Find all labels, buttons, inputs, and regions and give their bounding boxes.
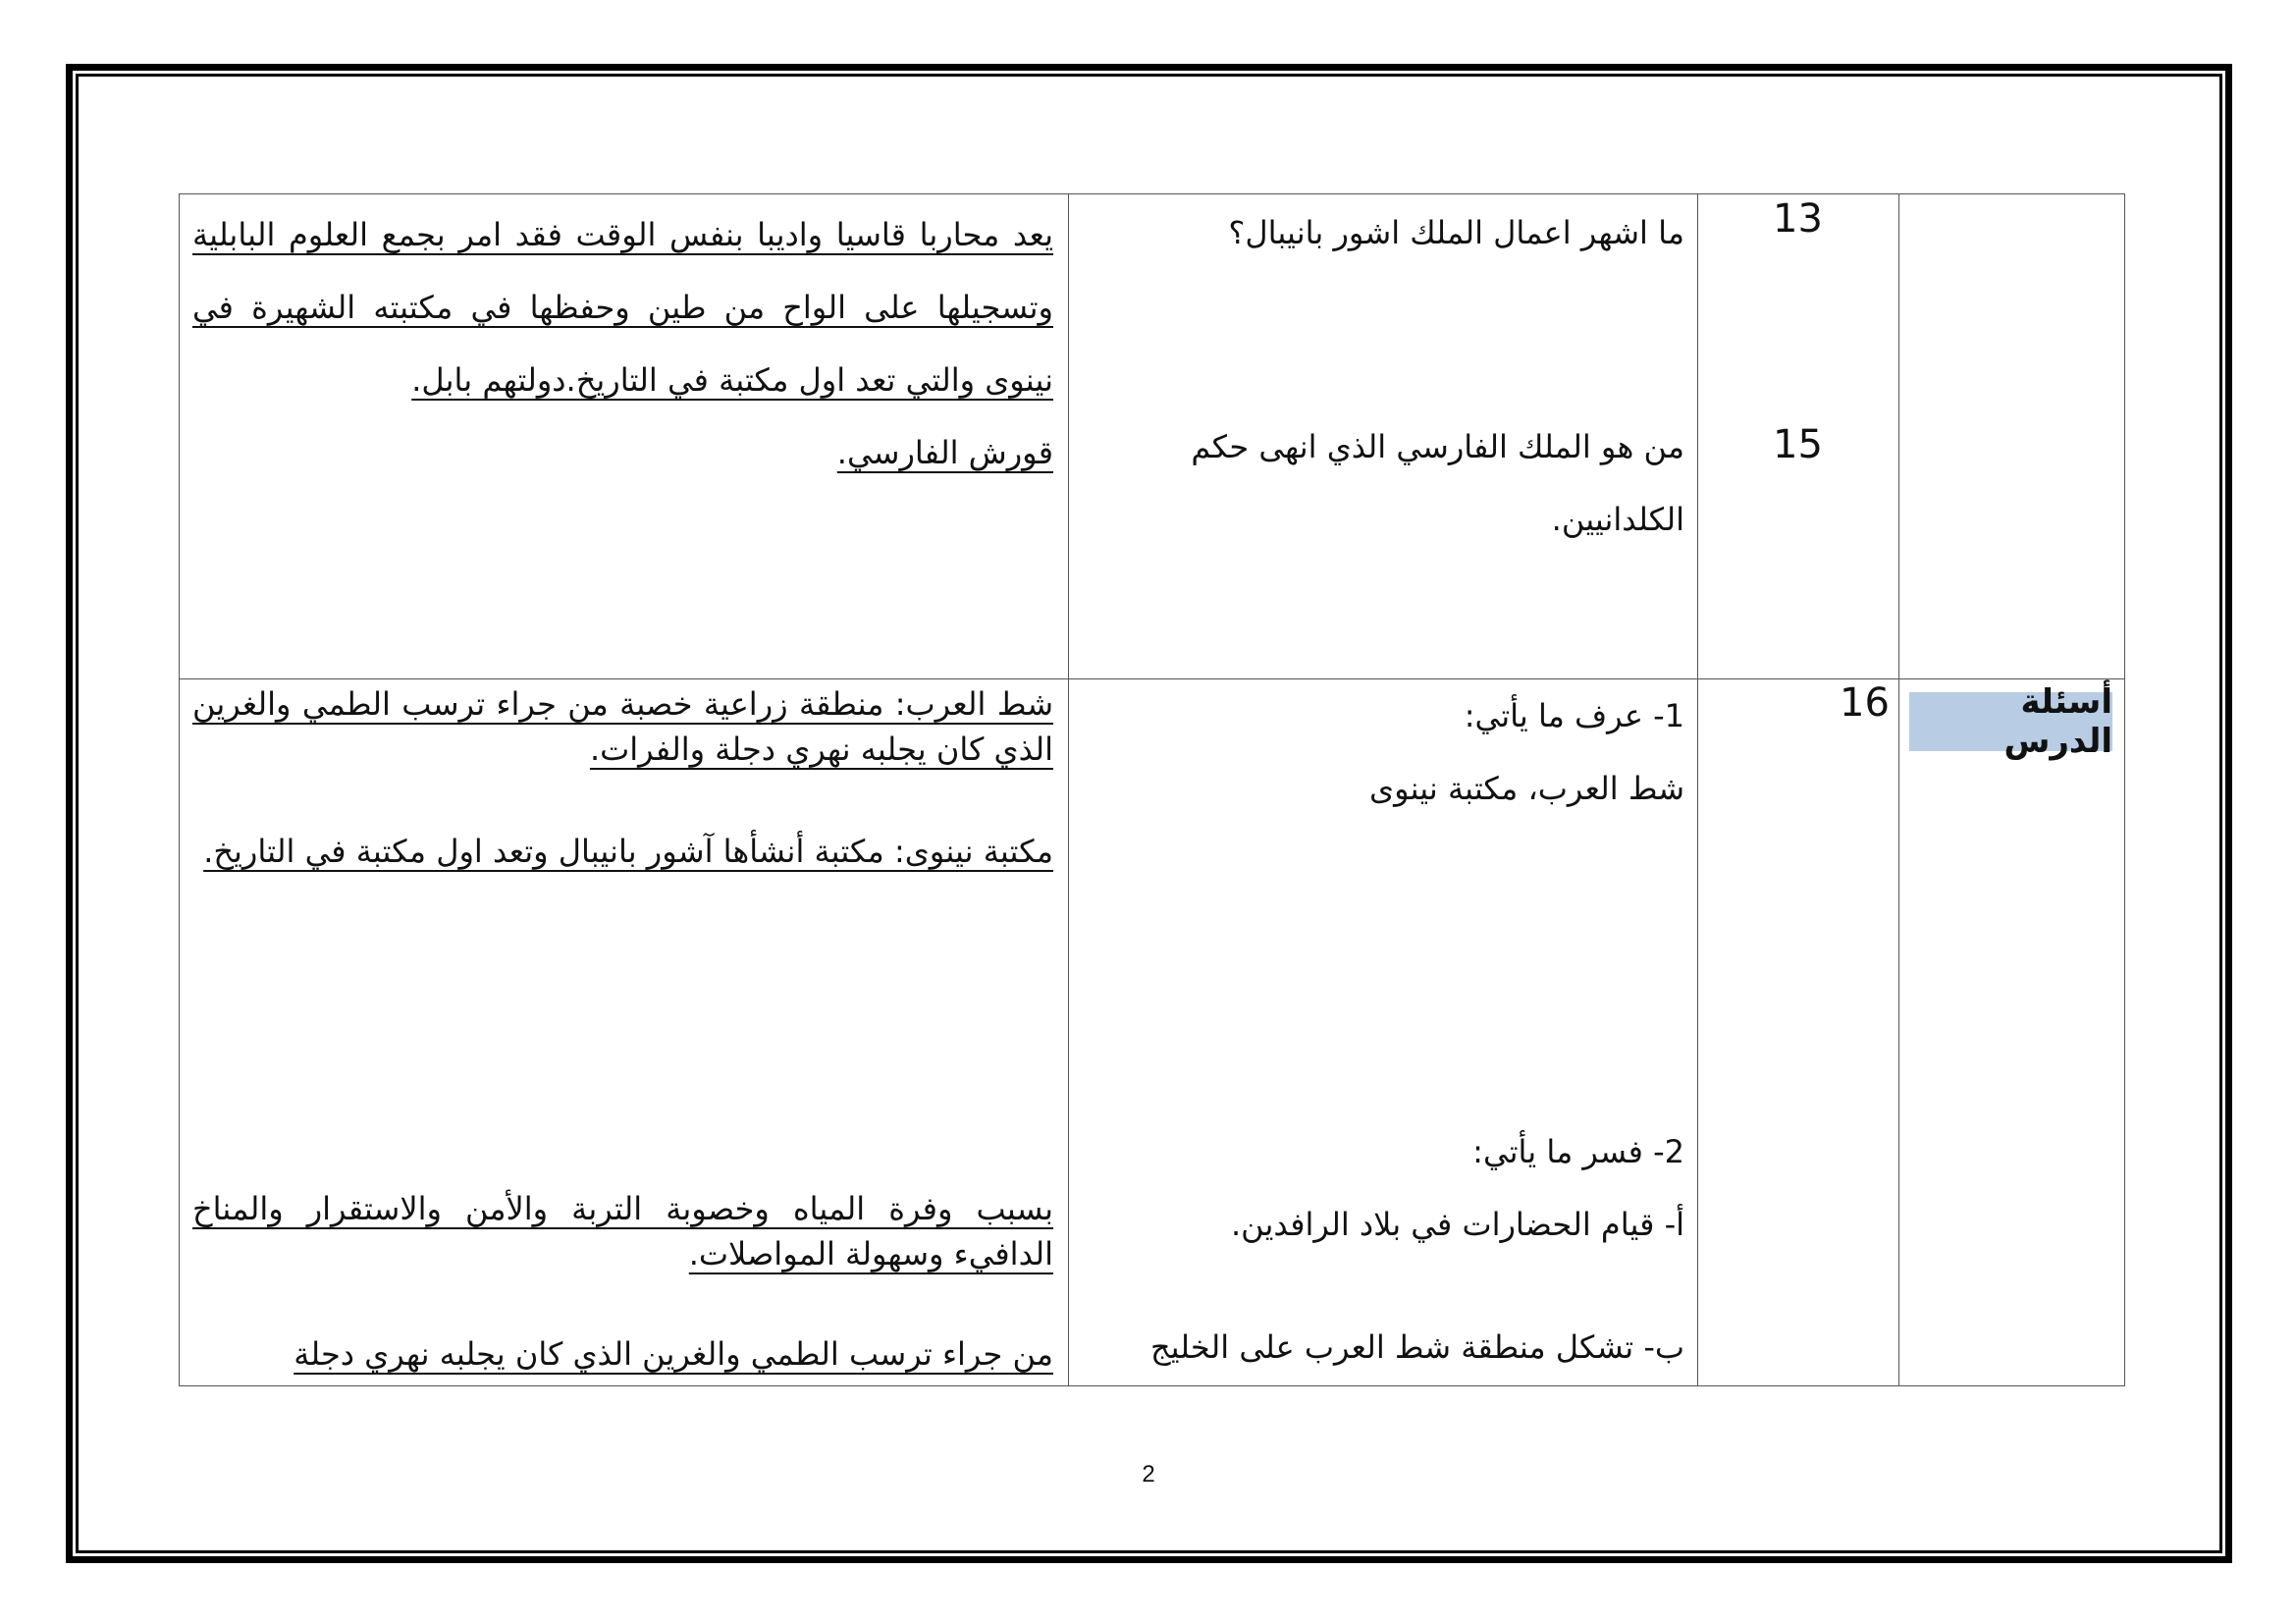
answer-nineveh-library: مكتبة نينوى: مكتبة أنشأها آشور بانيبال وتعد اول مكتبة في التاريخ. [203,833,1053,870]
answer-13: يعد محاربا قاسيا واديبا بنفس الوقت فقد امر بجمع العلوم البابلية وتسجيلها على الواح من طين وحفظها في مكتبته الشهيرة في نينوى والتي تعد اول مكتبة في التاريخ.دولتهم بابل. [192,216,1053,399]
section-label-lesson-questions: أسئلة الدرس [1909,692,2112,751]
column-divider [1697,193,1698,1386]
question-15: من هو الملك الفارسي الذي انهى حكم الكلدانيين. [1191,428,1684,538]
page-number: 2 [1142,1461,1155,1488]
answer-block-row1 [192,198,1053,489]
question-number-16: 16 [1840,680,1890,726]
answer-shatt-formation: من جراء ترسب الطمي والغرين الذي كان يجلبه نهري دجلة [294,1335,1053,1373]
question-16-1-terms: شط العرب، مكتبة نينوى [1369,770,1684,807]
answer-15: قورش الفارسي. [836,434,1053,471]
question-16-2-a: أ- قيام الحضارات في بلاد الرافدين. [1230,1206,1684,1243]
question-13: ما اشهر اعمال الملك اشور بانيبال؟ [1228,214,1684,251]
answer-civilizations: بسبب وفرة المياه وخصوبة التربة والأمن والاستقرار والمناخ الدافيء وسهولة المواصلات. [192,1190,1053,1272]
column-divider [1068,193,1069,1386]
answer-shatt-al-arab: شط العرب: منطقة زراعية خصبة من جراء ترسب الطمي والغرين الذي كان يجلبه نهري دجلة والفرات. [192,685,1053,768]
question-16-2-b: ب- تشكل منطقة شط العرب على الخليج [1149,1328,1684,1366]
column-divider [1898,193,1899,1386]
question-16-2-title: 2- فسر ما يأتي: [1472,1133,1684,1170]
row-divider [179,678,2125,679]
question-number-13: 13 [1773,196,1823,242]
question-16-1-title: 1- عرف ما يأتي: [1464,697,1684,734]
question-number-15: 15 [1773,422,1823,467]
